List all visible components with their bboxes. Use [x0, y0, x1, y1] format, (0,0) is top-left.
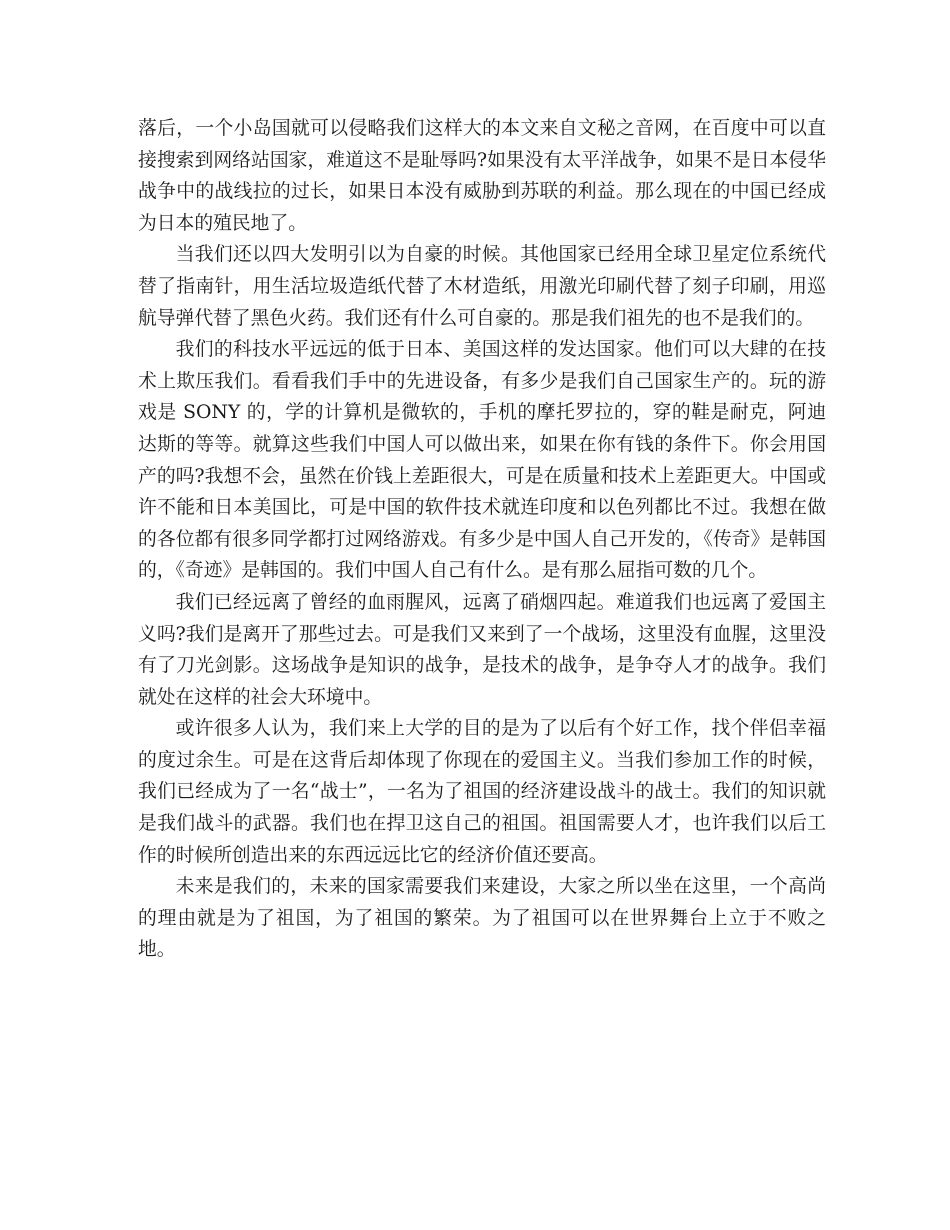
paragraph-5: 或许很多人认为，我们来上大学的目的是为了以后有个好工作，找个伴侣幸福的度过余生。可是在这背后却体现了你现在的爱国主义。当我们参加工作的时候，我们已经成为了一名“战士”，一名为了祖国的经济建设战斗的战士。我们的知识就是我们战斗的武器。我们也在捍卫这自己的祖国。祖国需要人才，也许我们以后工作的时候所创造出来的东西远远比它的经济价值还要高。: [138, 718, 826, 866]
paragraph-2: 当我们还以四大发明引以为自豪的时候。其他国家已经用全球卫星定位系统代替了指南针，用生活垃圾造纸代替了木材造纸，用激光印刷代替了刻子印刷，用巡航导弹代替了黑色火药。我们还有什么可自豪的。那是我们祖先的也不是我们的。: [138, 244, 826, 329]
document-body: [138, 113, 826, 966]
paragraph-3: 我们的科技水平远远的低于日本、美国这样的发达国家。他们可以大肆的在技术上欺压我们。看看我们手中的先进设备，有多少是我们自己国家生产的。玩的游戏是 SONY 的，学的计算机是微软的，手机的摩托罗拉的，穿的鞋是耐克，阿迪达斯的等等。就算这些我们中国人可以做出来，如果在你有钱的条件下。你会用国产的吗?我想不会，虽然在价钱上差距很大，可是在质量和技术上差距更大。中国或许不能和日本美国比，可是中国的软件技术就连印度和以色列都比不过。我想在做的各位都有很多同学都打过网络游戏。有多少是中国人自己开发的，《传奇》是韩国的，《奇迹》是韩国的。我们中国人自己有什么。是有那么屈指可数的几个。: [138, 339, 826, 582]
paragraph-6: 未来是我们的，未来的国家需要我们来建设，大家之所以坐在这里，一个高尚的理由就是为了祖国，为了祖国的繁荣。为了祖国可以在世界舞台上立于不败之地。: [138, 876, 826, 961]
paragraph-1: 落后，一个小岛国就可以侵略我们这样大的本文来自文秘之音网，在百度中可以直接搜索到网络站国家，难道这不是耻辱吗?如果没有太平洋战争，如果不是日本侵华战争中的战线拉的过长，如果日本没有威胁到苏联的利益。那么现在的中国已经成为日本的殖民地了。: [138, 118, 826, 234]
paragraph-4: 我们已经远离了曾经的血雨腥风，远离了硝烟四起。难道我们也远离了爱国主义吗?我们是离开了那些过去。可是我们又来到了一个战场，这里没有血腥，这里没有了刀光剑影。这场战争是知识的战争，是技术的战争，是争夺人才的战争。我们就处在这样的社会大环境中。: [138, 591, 826, 708]
